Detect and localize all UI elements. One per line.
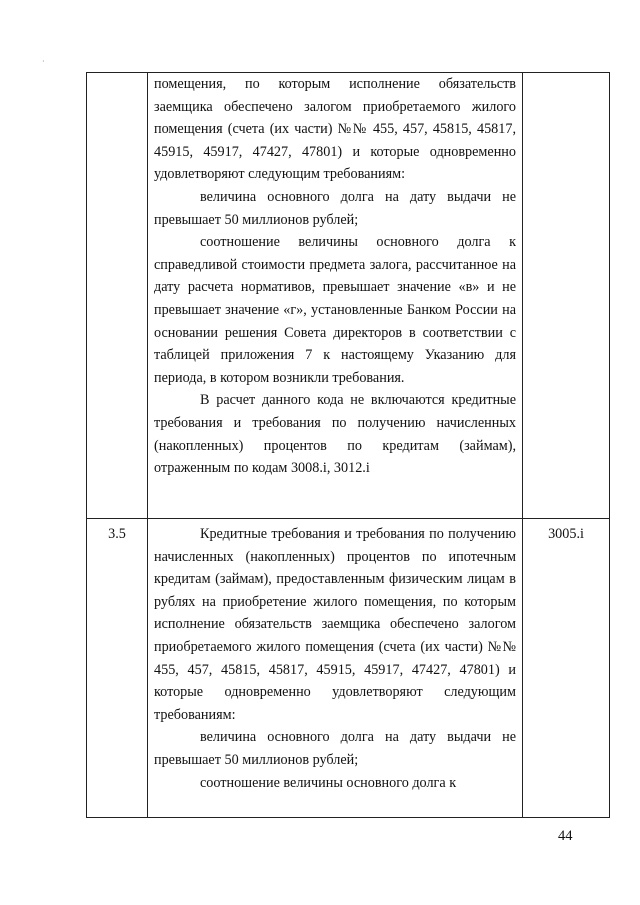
paragraph: соотношение величины основного долга к справедливой стоимости предмета залога, рассчитанное на дату расчета нормативов, превышает значение «в» и не превышает значение «г», установленные Банком России на основании решения Совета директоров в соответствии с таблицей приложения 7 к настоящему Указанию для периода, в котором возникли требования.: [154, 234, 516, 386]
table-row: [87, 519, 610, 818]
table-row: [87, 73, 610, 519]
paragraph: помещения, по которым исполнение обязательств заемщика обеспечено залогом приобретаемого жилого помещения (счета (их части) №№ 455, 457, 45815, 45817, 45915, 45917, 47427, 47801) и которые одновременно удовлетворяют следующим требованиям:: [154, 76, 516, 183]
document-table: [86, 72, 610, 818]
paragraph: Кредитные требования и требования по получению начисленных (накопленных) процентов по ипотечным кредитам (займам), предоставленным физическим лицам в рублях на приобретение жилого помещения, по которым исполнение обязательств заемщика обеспечено залогом приобретаемого жилого помещения (счета (их части) №№ 455, 457, 45815, 45817, 45915, 45917, 47427, 47801) и которые одновременно удовлетворяют следующим требованиям:: [154, 526, 516, 723]
code-cell: 3005.i: [523, 519, 610, 818]
paragraph: соотношение величины основного долга к: [200, 774, 457, 791]
description-cell: [148, 519, 523, 818]
paragraph: величина основного долга на дату выдачи не превышает 50 миллионов рублей;: [154, 729, 516, 768]
page-number: 44: [558, 828, 573, 844]
description-cell: [148, 73, 523, 519]
row-number-cell: 3.5: [87, 519, 148, 818]
row-number-cell: [87, 73, 148, 519]
paragraph: величина основного долга на дату выдачи не превышает 50 миллионов рублей;: [154, 188, 516, 228]
paragraph: В расчет данного кода не включаются кредитные требования и требования по получению начисленных (накопленных) процентов по кредитам (займам), отраженным по кодам 3008.i, 3012.i: [154, 392, 516, 477]
margin-mark: ·: [42, 57, 45, 66]
code-cell: [523, 73, 610, 519]
